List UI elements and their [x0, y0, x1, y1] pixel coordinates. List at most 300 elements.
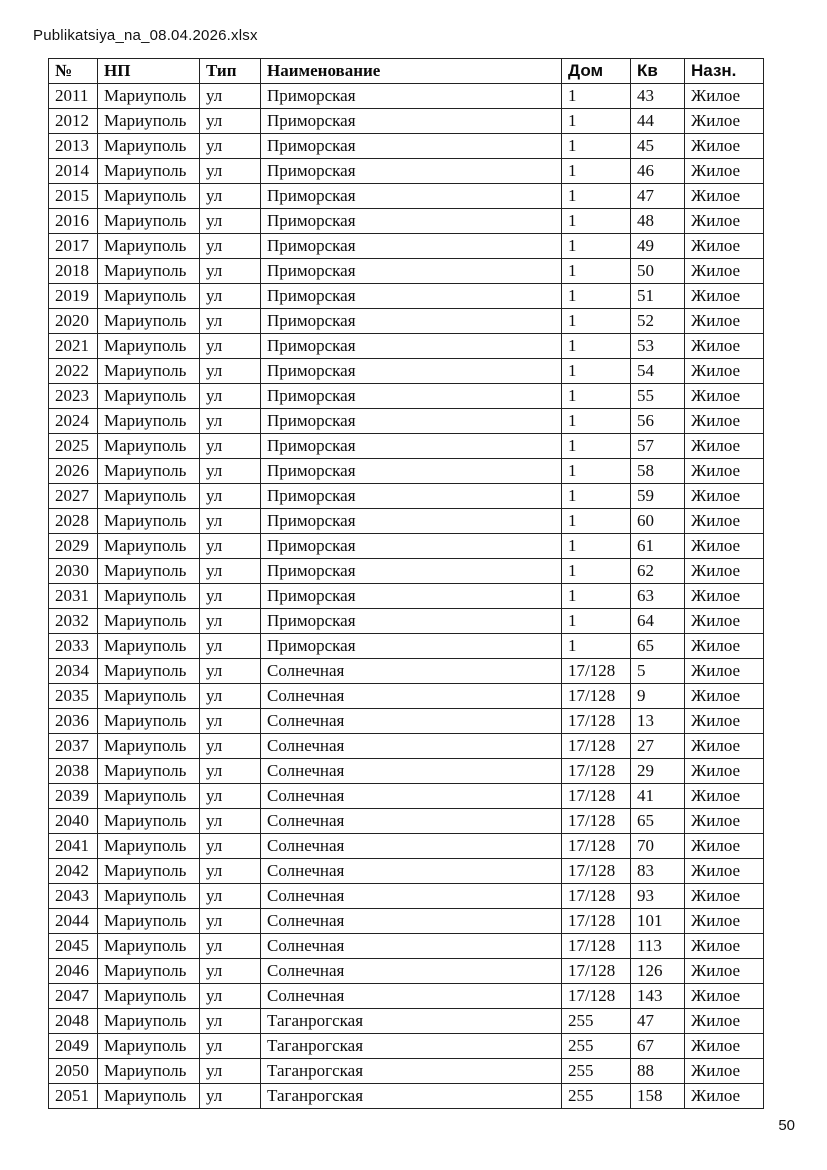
cell-number: 2039	[49, 784, 98, 809]
cell-street-name: Таганрогская	[261, 1059, 562, 1084]
table-row	[49, 109, 764, 134]
cell-street-type: ул	[200, 409, 261, 434]
table-row	[49, 984, 764, 1009]
cell-street-type: ул	[200, 259, 261, 284]
cell-house: 255	[562, 1034, 631, 1059]
cell-number: 2037	[49, 734, 98, 759]
cell-number: 2044	[49, 909, 98, 934]
cell-purpose: Жилое	[685, 984, 764, 1009]
cell-house: 1	[562, 84, 631, 109]
cell-purpose: Жилое	[685, 659, 764, 684]
cell-apartment: 46	[631, 159, 685, 184]
cell-number: 2012	[49, 109, 98, 134]
cell-street-name: Приморская	[261, 509, 562, 534]
cell-number: 2034	[49, 659, 98, 684]
cell-number: 2046	[49, 959, 98, 984]
cell-number: 2025	[49, 434, 98, 459]
cell-street-type: ул	[200, 959, 261, 984]
cell-house: 17/128	[562, 759, 631, 784]
cell-street-type: ул	[200, 834, 261, 859]
cell-purpose: Жилое	[685, 1059, 764, 1084]
table-row	[49, 234, 764, 259]
cell-purpose: Жилое	[685, 934, 764, 959]
cell-street-type: ул	[200, 734, 261, 759]
cell-number: 2022	[49, 359, 98, 384]
cell-street-name: Солнечная	[261, 959, 562, 984]
table-row	[49, 309, 764, 334]
cell-house: 1	[562, 184, 631, 209]
table-row	[49, 284, 764, 309]
cell-purpose: Жилое	[685, 334, 764, 359]
cell-settlement: Мариуполь	[98, 959, 200, 984]
table-row	[49, 759, 764, 784]
cell-street-type: ул	[200, 884, 261, 909]
cell-street-type: ул	[200, 359, 261, 384]
cell-purpose: Жилое	[685, 534, 764, 559]
cell-street-name: Приморская	[261, 109, 562, 134]
cell-house: 1	[562, 459, 631, 484]
table-row	[49, 359, 764, 384]
address-table	[48, 58, 764, 1109]
cell-settlement: Мариуполь	[98, 684, 200, 709]
cell-apartment: 58	[631, 459, 685, 484]
cell-settlement: Мариуполь	[98, 784, 200, 809]
cell-house: 1	[562, 484, 631, 509]
table-row	[49, 1084, 764, 1109]
cell-settlement: Мариуполь	[98, 734, 200, 759]
cell-settlement: Мариуполь	[98, 484, 200, 509]
table-row	[49, 1034, 764, 1059]
table-row	[49, 259, 764, 284]
cell-house: 1	[562, 409, 631, 434]
cell-street-name: Таганрогская	[261, 1009, 562, 1034]
cell-street-name: Приморская	[261, 359, 562, 384]
cell-apartment: 63	[631, 584, 685, 609]
table-row	[49, 934, 764, 959]
header-house: Дом	[562, 59, 631, 84]
table-row	[49, 484, 764, 509]
cell-settlement: Мариуполь	[98, 509, 200, 534]
cell-apartment: 101	[631, 909, 685, 934]
cell-number: 2020	[49, 309, 98, 334]
cell-street-name: Приморская	[261, 259, 562, 284]
cell-number: 2019	[49, 284, 98, 309]
cell-purpose: Жилое	[685, 509, 764, 534]
cell-street-name: Приморская	[261, 584, 562, 609]
cell-settlement: Мариуполь	[98, 984, 200, 1009]
cell-apartment: 93	[631, 884, 685, 909]
header-apartment: Кв	[631, 59, 685, 84]
cell-purpose: Жилое	[685, 584, 764, 609]
cell-house: 1	[562, 134, 631, 159]
cell-street-name: Приморская	[261, 334, 562, 359]
cell-street-name: Солнечная	[261, 709, 562, 734]
cell-house: 17/128	[562, 934, 631, 959]
cell-apartment: 64	[631, 609, 685, 634]
cell-street-name: Солнечная	[261, 684, 562, 709]
cell-street-name: Солнечная	[261, 909, 562, 934]
table-row	[49, 334, 764, 359]
cell-apartment: 113	[631, 934, 685, 959]
cell-settlement: Мариуполь	[98, 134, 200, 159]
cell-house: 1	[562, 284, 631, 309]
cell-street-type: ул	[200, 559, 261, 584]
cell-street-type: ул	[200, 1009, 261, 1034]
cell-purpose: Жилое	[685, 734, 764, 759]
cell-apartment: 126	[631, 959, 685, 984]
table-header-row	[49, 59, 764, 84]
cell-house: 17/128	[562, 859, 631, 884]
cell-purpose: Жилое	[685, 1084, 764, 1109]
cell-apartment: 61	[631, 534, 685, 559]
cell-street-name: Приморская	[261, 234, 562, 259]
cell-street-name: Приморская	[261, 609, 562, 634]
cell-settlement: Мариуполь	[98, 809, 200, 834]
cell-street-type: ул	[200, 384, 261, 409]
cell-street-type: ул	[200, 484, 261, 509]
cell-purpose: Жилое	[685, 259, 764, 284]
cell-number: 2011	[49, 84, 98, 109]
cell-street-type: ул	[200, 134, 261, 159]
cell-house: 255	[562, 1009, 631, 1034]
cell-settlement: Мариуполь	[98, 184, 200, 209]
table-row	[49, 834, 764, 859]
cell-apartment: 43	[631, 84, 685, 109]
cell-house: 1	[562, 259, 631, 284]
cell-number: 2030	[49, 559, 98, 584]
cell-number: 2043	[49, 884, 98, 909]
cell-street-name: Солнечная	[261, 734, 562, 759]
cell-settlement: Мариуполь	[98, 334, 200, 359]
cell-street-type: ул	[200, 159, 261, 184]
cell-number: 2036	[49, 709, 98, 734]
cell-street-name: Солнечная	[261, 809, 562, 834]
table-row	[49, 884, 764, 909]
cell-house: 1	[562, 534, 631, 559]
cell-settlement: Мариуполь	[98, 359, 200, 384]
cell-house: 1	[562, 234, 631, 259]
cell-apartment: 158	[631, 1084, 685, 1109]
cell-house: 1	[562, 209, 631, 234]
cell-house: 17/128	[562, 684, 631, 709]
cell-house: 17/128	[562, 834, 631, 859]
table-row	[49, 559, 764, 584]
cell-street-type: ул	[200, 584, 261, 609]
cell-house: 1	[562, 509, 631, 534]
cell-settlement: Мариуполь	[98, 84, 200, 109]
cell-number: 2035	[49, 684, 98, 709]
cell-number: 2027	[49, 484, 98, 509]
cell-settlement: Мариуполь	[98, 909, 200, 934]
table-row	[49, 859, 764, 884]
cell-house: 1	[562, 334, 631, 359]
cell-settlement: Мариуполь	[98, 234, 200, 259]
cell-house: 17/128	[562, 659, 631, 684]
cell-apartment: 52	[631, 309, 685, 334]
document-filename: Publikatsiya_na_08.04.2026.xlsx	[33, 27, 258, 44]
cell-apartment: 5	[631, 659, 685, 684]
cell-settlement: Мариуполь	[98, 1059, 200, 1084]
cell-street-name: Приморская	[261, 384, 562, 409]
cell-street-name: Солнечная	[261, 759, 562, 784]
cell-street-name: Приморская	[261, 559, 562, 584]
table-row	[49, 409, 764, 434]
cell-purpose: Жилое	[685, 209, 764, 234]
cell-street-type: ул	[200, 759, 261, 784]
cell-purpose: Жилое	[685, 909, 764, 934]
cell-number: 2047	[49, 984, 98, 1009]
cell-number: 2031	[49, 584, 98, 609]
table-row	[49, 159, 764, 184]
table-body	[49, 84, 764, 1109]
cell-number: 2032	[49, 609, 98, 634]
cell-street-type: ул	[200, 509, 261, 534]
cell-street-name: Солнечная	[261, 859, 562, 884]
cell-number: 2021	[49, 334, 98, 359]
cell-purpose: Жилое	[685, 784, 764, 809]
cell-apartment: 56	[631, 409, 685, 434]
table-row	[49, 634, 764, 659]
cell-number: 2038	[49, 759, 98, 784]
cell-purpose: Жилое	[685, 234, 764, 259]
header-purpose: Назн.	[685, 59, 764, 84]
cell-street-name: Приморская	[261, 534, 562, 559]
cell-purpose: Жилое	[685, 709, 764, 734]
cell-number: 2048	[49, 1009, 98, 1034]
cell-number: 2049	[49, 1034, 98, 1059]
cell-street-type: ул	[200, 184, 261, 209]
cell-purpose: Жилое	[685, 1009, 764, 1034]
cell-apartment: 65	[631, 809, 685, 834]
cell-apartment: 51	[631, 284, 685, 309]
cell-purpose: Жилое	[685, 1034, 764, 1059]
cell-house: 1	[562, 109, 631, 134]
table-row	[49, 809, 764, 834]
cell-house: 1	[562, 434, 631, 459]
table-row	[49, 684, 764, 709]
cell-house: 17/128	[562, 959, 631, 984]
cell-number: 2016	[49, 209, 98, 234]
table-row	[49, 1009, 764, 1034]
cell-settlement: Мариуполь	[98, 584, 200, 609]
cell-settlement: Мариуполь	[98, 284, 200, 309]
cell-street-type: ул	[200, 859, 261, 884]
cell-street-name: Таганрогская	[261, 1034, 562, 1059]
cell-settlement: Мариуполь	[98, 659, 200, 684]
cell-apartment: 62	[631, 559, 685, 584]
cell-purpose: Жилое	[685, 309, 764, 334]
table-row	[49, 709, 764, 734]
cell-street-type: ул	[200, 1034, 261, 1059]
cell-house: 17/128	[562, 784, 631, 809]
cell-apartment: 55	[631, 384, 685, 409]
cell-purpose: Жилое	[685, 459, 764, 484]
cell-number: 2013	[49, 134, 98, 159]
table-row	[49, 784, 764, 809]
cell-purpose: Жилое	[685, 359, 764, 384]
cell-settlement: Мариуполь	[98, 1034, 200, 1059]
cell-purpose: Жилое	[685, 809, 764, 834]
cell-settlement: Мариуполь	[98, 384, 200, 409]
cell-settlement: Мариуполь	[98, 434, 200, 459]
cell-number: 2018	[49, 259, 98, 284]
cell-number: 2024	[49, 409, 98, 434]
cell-house: 1	[562, 384, 631, 409]
cell-street-name: Приморская	[261, 309, 562, 334]
table-row	[49, 609, 764, 634]
cell-street-name: Таганрогская	[261, 1084, 562, 1109]
cell-purpose: Жилое	[685, 159, 764, 184]
cell-apartment: 13	[631, 709, 685, 734]
cell-purpose: Жилое	[685, 109, 764, 134]
cell-purpose: Жилое	[685, 634, 764, 659]
cell-apartment: 44	[631, 109, 685, 134]
page-number: 50	[778, 1117, 795, 1134]
cell-house: 1	[562, 609, 631, 634]
cell-street-name: Приморская	[261, 634, 562, 659]
cell-street-type: ул	[200, 809, 261, 834]
cell-apartment: 48	[631, 209, 685, 234]
cell-settlement: Мариуполь	[98, 534, 200, 559]
cell-street-type: ул	[200, 334, 261, 359]
header-street-name: Наименование	[261, 59, 562, 84]
table-row	[49, 459, 764, 484]
cell-street-name: Приморская	[261, 134, 562, 159]
cell-purpose: Жилое	[685, 559, 764, 584]
cell-purpose: Жилое	[685, 484, 764, 509]
table-row	[49, 509, 764, 534]
cell-street-type: ул	[200, 709, 261, 734]
cell-street-type: ул	[200, 209, 261, 234]
cell-house: 1	[562, 159, 631, 184]
cell-street-type: ул	[200, 534, 261, 559]
cell-house: 1	[562, 584, 631, 609]
cell-purpose: Жилое	[685, 609, 764, 634]
cell-settlement: Мариуполь	[98, 634, 200, 659]
cell-settlement: Мариуполь	[98, 459, 200, 484]
cell-number: 2045	[49, 934, 98, 959]
cell-street-name: Приморская	[261, 209, 562, 234]
cell-purpose: Жилое	[685, 884, 764, 909]
cell-street-type: ул	[200, 459, 261, 484]
cell-street-type: ул	[200, 234, 261, 259]
cell-street-name: Приморская	[261, 284, 562, 309]
cell-apartment: 53	[631, 334, 685, 359]
cell-street-type: ул	[200, 284, 261, 309]
cell-settlement: Мариуполь	[98, 859, 200, 884]
cell-street-name: Солнечная	[261, 659, 562, 684]
cell-settlement: Мариуполь	[98, 109, 200, 134]
cell-apartment: 9	[631, 684, 685, 709]
cell-house: 1	[562, 634, 631, 659]
cell-street-type: ул	[200, 309, 261, 334]
cell-street-type: ул	[200, 434, 261, 459]
cell-purpose: Жилое	[685, 759, 764, 784]
table-row	[49, 384, 764, 409]
cell-number: 2033	[49, 634, 98, 659]
cell-street-name: Приморская	[261, 84, 562, 109]
table-row	[49, 734, 764, 759]
table-row	[49, 84, 764, 109]
cell-apartment: 47	[631, 1009, 685, 1034]
cell-number: 2042	[49, 859, 98, 884]
header-number: №	[49, 59, 98, 84]
cell-settlement: Мариуполь	[98, 934, 200, 959]
table-row	[49, 959, 764, 984]
cell-number: 2041	[49, 834, 98, 859]
cell-street-type: ул	[200, 784, 261, 809]
cell-street-type: ул	[200, 984, 261, 1009]
cell-settlement: Мариуполь	[98, 609, 200, 634]
cell-house: 255	[562, 1059, 631, 1084]
cell-street-type: ул	[200, 934, 261, 959]
cell-apartment: 41	[631, 784, 685, 809]
table-row	[49, 584, 764, 609]
header-street-type: Тип	[200, 59, 261, 84]
cell-street-name: Солнечная	[261, 834, 562, 859]
cell-street-type: ул	[200, 634, 261, 659]
cell-apartment: 60	[631, 509, 685, 534]
table-row	[49, 184, 764, 209]
cell-apartment: 45	[631, 134, 685, 159]
cell-street-type: ул	[200, 109, 261, 134]
cell-house: 255	[562, 1084, 631, 1109]
cell-street-name: Приморская	[261, 409, 562, 434]
cell-house: 1	[562, 559, 631, 584]
cell-apartment: 54	[631, 359, 685, 384]
cell-street-name: Приморская	[261, 459, 562, 484]
cell-number: 2040	[49, 809, 98, 834]
cell-settlement: Мариуполь	[98, 159, 200, 184]
cell-purpose: Жилое	[685, 834, 764, 859]
cell-purpose: Жилое	[685, 959, 764, 984]
cell-purpose: Жилое	[685, 134, 764, 159]
cell-street-name: Приморская	[261, 159, 562, 184]
cell-settlement: Мариуполь	[98, 1084, 200, 1109]
cell-settlement: Мариуполь	[98, 409, 200, 434]
cell-house: 17/128	[562, 984, 631, 1009]
cell-apartment: 29	[631, 759, 685, 784]
cell-number: 2029	[49, 534, 98, 559]
cell-house: 17/128	[562, 709, 631, 734]
table-row	[49, 909, 764, 934]
cell-number: 2017	[49, 234, 98, 259]
cell-settlement: Мариуполь	[98, 1009, 200, 1034]
cell-purpose: Жилое	[685, 184, 764, 209]
cell-settlement: Мариуполь	[98, 309, 200, 334]
cell-number: 2051	[49, 1084, 98, 1109]
cell-purpose: Жилое	[685, 384, 764, 409]
cell-purpose: Жилое	[685, 284, 764, 309]
cell-settlement: Мариуполь	[98, 559, 200, 584]
cell-purpose: Жилое	[685, 84, 764, 109]
cell-apartment: 70	[631, 834, 685, 859]
table-row	[49, 134, 764, 159]
cell-street-type: ул	[200, 1059, 261, 1084]
cell-street-name: Солнечная	[261, 934, 562, 959]
header-settlement: НП	[98, 59, 200, 84]
table-row	[49, 1059, 764, 1084]
cell-street-name: Приморская	[261, 184, 562, 209]
cell-apartment: 88	[631, 1059, 685, 1084]
cell-street-name: Солнечная	[261, 784, 562, 809]
cell-street-name: Солнечная	[261, 984, 562, 1009]
cell-street-type: ул	[200, 659, 261, 684]
table-row	[49, 659, 764, 684]
cell-number: 2028	[49, 509, 98, 534]
cell-apartment: 49	[631, 234, 685, 259]
cell-apartment: 143	[631, 984, 685, 1009]
